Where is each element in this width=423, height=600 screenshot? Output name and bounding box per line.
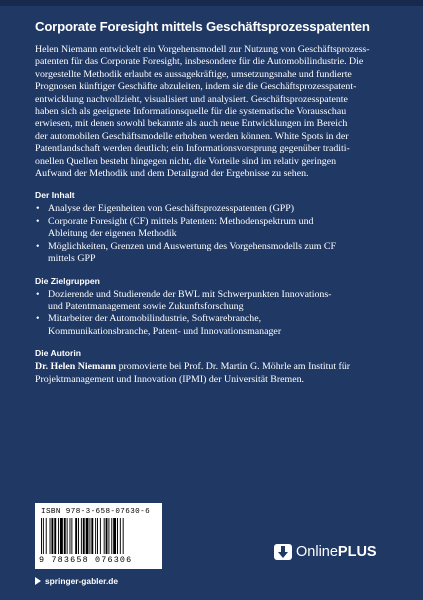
author-bio-text: promovierte bei Prof. Dr. Martin G. Möhrle am Institut für <box>116 361 351 373</box>
website-url: springer-gabler.de <box>45 576 119 586</box>
barcode-stripe <box>120 518 121 554</box>
intro-line: onellen Quellen besteht hingegen nicht, die Vorteile sind im relativ geringen <box>35 155 337 167</box>
intro-line: patenten für das Corporate Foresight, insbesondere für die Automobilindustrie. Die <box>35 56 364 68</box>
barcode-bars <box>41 518 156 554</box>
list-item-line: Möglichkeiten, Grenzen und Auswertung des Vorgehensmodells zum CF <box>48 240 336 252</box>
publisher-website[interactable] <box>35 576 118 586</box>
list-item <box>35 241 407 266</box>
barcode-stripe <box>106 518 108 554</box>
inhalt-list <box>35 203 407 265</box>
barcode-stripe <box>117 518 118 554</box>
barcode-stripe <box>51 518 53 554</box>
barcode-stripe <box>60 518 63 554</box>
intro-line: entwicklung nachvollzieht, visualisiert und analysiert. Geschäftsprozesspatente <box>35 93 348 105</box>
barcode-stripe <box>104 518 105 554</box>
barcode-stripe <box>86 518 89 554</box>
online-plus-plus: PLUS <box>337 544 377 560</box>
back-cover-body <box>35 44 407 386</box>
barcode-stripe <box>70 518 71 554</box>
barcode-stripe <box>78 518 79 554</box>
list-item-line: Ableitung der eigenen Methodik <box>48 228 177 240</box>
barcode-stripe <box>123 518 124 554</box>
barcode-stripe <box>58 518 59 554</box>
barcode-stripe <box>113 518 116 554</box>
zielgruppen-list <box>35 289 407 339</box>
autorin-heading: Die Autorin <box>35 348 81 359</box>
isbn-number: ISBN 978-3-658-07630-6 <box>41 508 151 516</box>
barcode-stripe <box>81 518 82 554</box>
list-item-line: Mitarbeiter der Automobilindustrie, Softwarebranche, <box>48 313 262 325</box>
barcode-stripe <box>71 518 72 554</box>
online-plus-online: Online <box>296 544 338 560</box>
list-item <box>35 313 407 338</box>
inhalt-heading: Der Inhalt <box>35 190 75 201</box>
intro-line: vorgestellte Methodik erlaubt es aussagekräftige, umsetzungsnahe und fundierte <box>35 68 352 80</box>
list-item-line: Analyse der Eigenheiten von Geschäftsprozesspatenten (GPP) <box>48 203 294 215</box>
top-band <box>0 0 423 6</box>
list-item <box>35 289 407 314</box>
barcode-stripe <box>43 518 44 554</box>
author-bio-line <box>35 361 407 373</box>
list-item-line: Dozierende und Studierende der BWL mit Schwerpunkten Innovations- <box>48 288 332 300</box>
intro-line: Aufwand der Methodik und dem Detailgrad der Ergebnisse zu sehen. <box>35 168 309 180</box>
intro-line: haben sich als geeignete Informationsquelle für die systematische Vorausschau <box>35 106 347 118</box>
barcode-stripe <box>91 518 93 554</box>
list-item-line: Corporate Foresight (CF) mittels Patenten: Methodenspektrum und <box>48 215 314 227</box>
author-bio <box>35 361 407 386</box>
bullet-icon: • <box>36 203 40 215</box>
barcode-stripe <box>54 518 56 554</box>
barcode-digits: 9 783658 076306 <box>39 555 133 565</box>
intro-line: erwiesen, mit denen sowohl bekannte als auch neue Entwicklungen im Bereich <box>35 118 348 130</box>
barcode-stripe <box>50 518 51 554</box>
list-item <box>35 203 407 215</box>
bullet-icon: • <box>36 288 40 300</box>
author-name: Dr. Helen Niemann <box>35 361 117 373</box>
intro-line: Patentlandschaft werden deutlich; ein Informationsvorsprung gegenüber traditi- <box>35 143 350 155</box>
author-bio-line: Projektmanagement und Innovation (IPMI) der Universität Bremen. <box>35 373 305 385</box>
barcode-stripe <box>67 518 68 554</box>
intro-paragraph <box>35 44 407 180</box>
intro-line: Prognosen künftiger Geschäfte abzuleiten, indem sie die Geschäftsprozesspatent- <box>35 81 357 93</box>
online-plus-logo[interactable] <box>273 542 377 562</box>
barcode-stripe <box>83 518 85 554</box>
barcode-stripe <box>41 518 42 554</box>
barcode-stripe <box>108 518 109 554</box>
barcode-stripe <box>100 518 101 554</box>
barcode-stripe <box>46 518 47 554</box>
bullet-icon: • <box>36 313 40 325</box>
intro-line: Helen Niemann entwickelt ein Vorgehensmodell zur Nutzung von Geschäftsprozess- <box>35 44 370 55</box>
barcode-stripe <box>95 518 96 554</box>
list-item-line: und Patentmanagement sowie Zukunftsforschung <box>48 300 244 312</box>
barcode-stripe <box>111 518 112 554</box>
isbn-barcode <box>35 503 162 569</box>
book-title: Corporate Foresight mittels Geschäftsprozesspatenten <box>35 19 370 34</box>
download-arrow-icon <box>273 543 293 561</box>
barcode-stripe <box>64 518 66 554</box>
intro-line: der automobilen Geschäftsmodelle erhoben werden können. White Spots in der <box>35 130 349 142</box>
list-item-line: mittels GPP <box>48 253 96 265</box>
barcode-stripe <box>75 518 77 554</box>
chevron-right-icon <box>35 577 41 585</box>
bullet-icon: • <box>36 215 40 227</box>
barcode-stripe <box>89 518 90 554</box>
zielgruppen-heading: Die Zielgruppen <box>35 275 100 286</box>
list-item-line: Kommunikationsbranche, Patent- und Innovationsmanager <box>48 325 282 337</box>
barcode-stripe <box>97 518 98 554</box>
list-item <box>35 216 407 241</box>
bullet-icon: • <box>36 240 40 252</box>
